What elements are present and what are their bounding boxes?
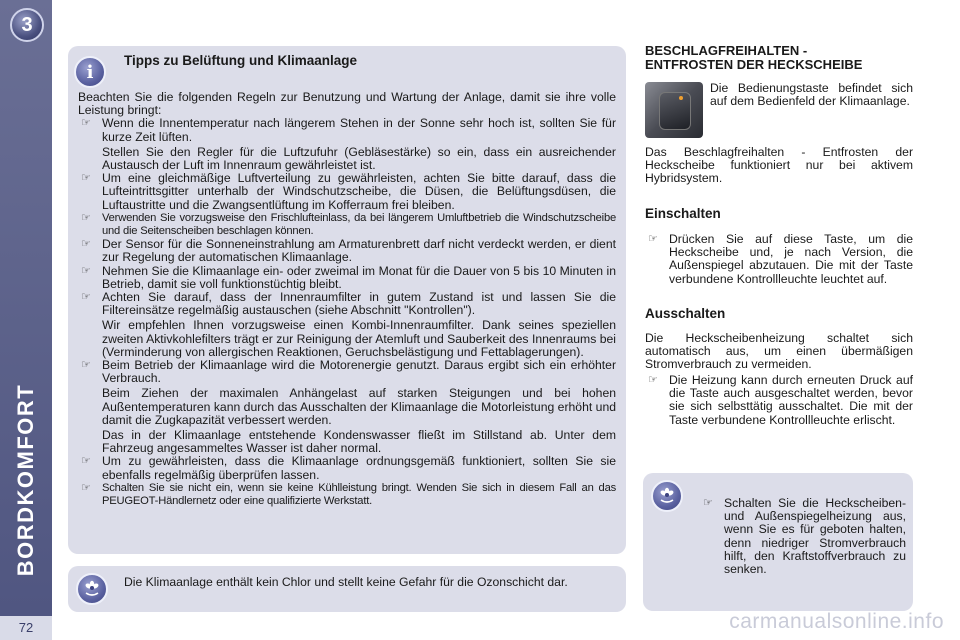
pointer-bullet-icon: ☞ (81, 455, 91, 468)
tips-item-text: Um zu gewährleisten, dass die Klimaanlage ordnungsgemäß funktioniert, sollten Sie sie ebenfalls regelmäßig überprüfen lassen. (102, 454, 616, 482)
chapter-name (2, 330, 50, 630)
tips-body (78, 91, 616, 508)
tips-item-text: Achten Sie darauf, dass der Innenraumfilter in gutem Zustand ist und lassen Sie die Filtereinsätze regelmäßig austauschen (siehe Abschnitt "Kontrollen"). (102, 290, 616, 318)
pointer-bullet-icon: ☞ (81, 291, 91, 304)
control-location-text: Die Bedienungstaste befindet sich auf dem Bedienfeld der Klimaanlage. (710, 81, 913, 109)
tips-list (78, 117, 616, 508)
tips-list-item (78, 212, 616, 238)
tips-list-item (78, 172, 616, 212)
watermark: carmanualsonline.info (729, 610, 944, 633)
page-number: 72 (0, 616, 52, 640)
ausschalten-heading: Ausschalten (645, 306, 726, 321)
hybrid-condition-text: Das Beschlagfreihalten - Entfrosten der Heckscheibe funktioniert nur bei aktivem Hybridsystem. (645, 145, 913, 186)
tips-list-item (78, 455, 616, 481)
indicator-led (679, 96, 683, 100)
pointer-bullet-icon: ☞ (703, 497, 713, 509)
tips-item-subtext: Wir empfehlen Ihnen vorzugsweise einen Kombi-Innenraumfilter. Dank seines speziellen zweiten Aktivkohlefilters trägt er zur Reinigung der Atemluft und Sauberkeit des Innenraums bei (Verminderung von allergischen Reaktionen, Geruchsbelästigung und Fettablagerungen). (102, 318, 616, 359)
eco-note-bottom-text: Die Klimaanlage enthält kein Chlor und stellt keine Gefahr für die Ozonschicht dar. (124, 575, 568, 589)
eco-flower-icon (651, 480, 683, 512)
button-knob (659, 92, 691, 130)
tips-list-item (78, 265, 616, 291)
tips-item-text: Wenn die Innentemperatur nach längerem Stehen in der Sonne sehr hoch ist, sollten Sie für kurze Zeit lüften. (102, 116, 616, 144)
eco-note-right-text: ☞ Schalten Sie die Heckscheiben- und Außenspiegelheizung aus, wenn Sie es für geboten halten, denn niedriger Stromverbrauch hilft, den Kraftstoffverbrauch zu senken. (703, 496, 906, 577)
tips-list-item (78, 291, 616, 359)
tips-list-item (78, 238, 616, 264)
pointer-bullet-icon: ☞ (81, 481, 91, 494)
chapter-sidebar (0, 0, 52, 640)
chapter-number-badge: 3 (10, 8, 44, 42)
rear-defrost-button-photo (645, 82, 703, 138)
pointer-bullet-icon: ☞ (81, 264, 91, 277)
tips-title: Tipps zu Belüftung und Klimaanlage (124, 53, 358, 68)
tips-item-text: Um eine gleichmäßige Luftverteilung zu gewährleisten, achten Sie bitte darauf, dass die Lufteintrittsgitter unterhalb der Windschutzscheibe, die Düsen, die Belüftungsdüsen, die Luftaustritte und die Zwangsentlüftung im Kofferraum frei bleiben. (102, 171, 616, 212)
einschalten-item: ☞ Drücken Sie auf diese Taste, um die Heckscheibe und, je nach Version, die Außenspiegel abzutauen. Die mit der Taste verbundene Kontrollleuchte leuchtet auf. (648, 232, 913, 286)
flower-icon (658, 487, 676, 505)
section-heading-line2: ENTFROSTEN DER HECKSCHEIBE (645, 56, 863, 72)
tips-item-text: Nehmen Sie die Klimaanlage ein- oder zweimal im Monat für die Dauer von 5 bis 10 Minuten in Betrieb, damit sie voll funktionstüchtig bleibt. (102, 263, 616, 291)
tips-item-subtext: Das in der Klimaanlage entstehende Kondenswasser fließt im Stillstand ab. Unter dem Fahrzeug angesammeltes Wasser ist daher normal. (102, 428, 616, 456)
ausschalten-text: Die Heckscheibenheizung schaltet sich automatisch aus, um einen übermäßigen Stromverbrauch zu vermeiden. (645, 331, 913, 372)
einschalten-heading: Einschalten (645, 206, 721, 221)
pointer-bullet-icon: ☞ (81, 117, 91, 130)
pointer-bullet-icon: ☞ (648, 374, 658, 386)
tips-item-text: Der Sensor für die Sonneneinstrahlung am Armaturenbrett darf nicht verdeckt werden, er dient zur Regelung der automatischen Klimaanlage. (102, 237, 616, 265)
tips-list-item (78, 117, 616, 172)
tips-list-item (78, 359, 616, 455)
flower-icon (83, 580, 101, 598)
ausschalten-item: ☞ Die Heizung kann durch erneuten Druck auf die Taste auch ausgeschaltet werden, bevor sie sich selbsttätig ausschaltet. Die mit der Taste verbundene Kontrollleuchte erlischt. (648, 373, 913, 427)
tips-item-subtext: Beim Ziehen der maximalen Anhängelast auf starken Steigungen und bei hohen Außentemperaturen kann durch das Ausschalten der Klimaanlage die Motorleistung erhöht und damit die Zugkapazität verbessert werden. (102, 386, 616, 427)
pointer-bullet-icon: ☞ (81, 172, 91, 185)
section-heading (645, 44, 915, 71)
pointer-bullet-icon: ☞ (81, 359, 91, 372)
info-icon: i (74, 56, 106, 88)
tips-intro: Beachten Sie die folgenden Regeln zur Benutzung und Wartung der Anlage, damit sie ihre volle Leistung bringt: (78, 90, 616, 118)
pointer-bullet-icon: ☞ (81, 238, 91, 251)
chapter-name-label: BORDKOMFORT (13, 383, 38, 577)
tips-item-text: Schalten Sie sie nicht ein, wenn sie keine Kühlleistung bringt. Wenden Sie sich in diesem Fall an das PEUGEOT-Händlernetz oder eine qualifizierte Werkstatt. (102, 481, 616, 508)
section-heading-line1: BESCHLAGFREIHALTEN - (645, 43, 808, 58)
pointer-bullet-icon: ☞ (648, 233, 658, 245)
tips-item-text: Beim Betrieb der Klimaanlage wird die Motorenergie genutzt. Daraus ergibt sich ein erhöhter Verbrauch. (102, 358, 616, 386)
tips-item-subtext: Stellen Sie den Regler für die Luftzufuhr (Gebläsestärke) so ein, dass ein ausreichender Austausch der Luft im Innenraum gewährleistet ist. (102, 144, 616, 173)
tips-list-item (78, 482, 616, 508)
tips-item-text: Verwenden Sie vorzugsweise den Frischlufteinlass, da bei längerem Umluftbetrieb die Windschutzscheibe und die Seitenscheiben beschlagen können. (102, 211, 616, 238)
pointer-bullet-icon: ☞ (81, 211, 91, 224)
eco-flower-icon (76, 573, 108, 605)
